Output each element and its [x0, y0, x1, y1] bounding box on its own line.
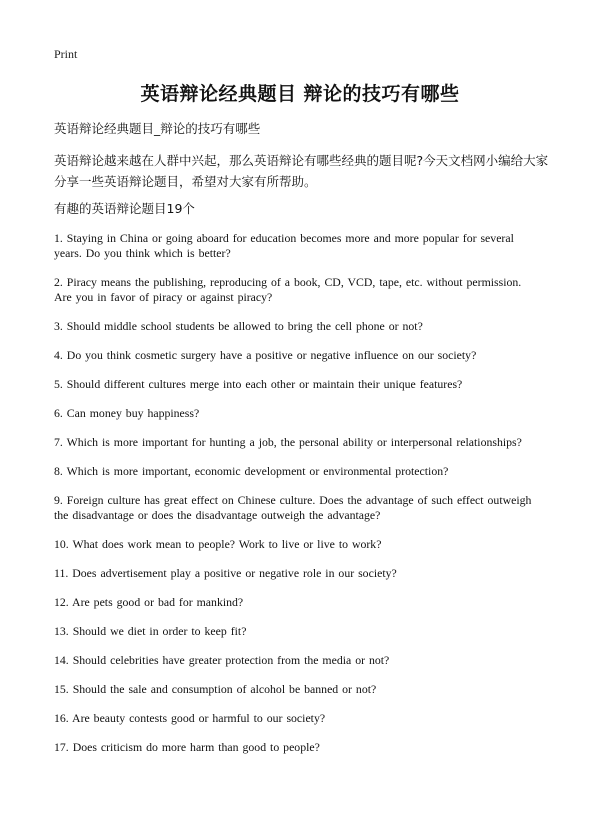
- debate-topic-item: 9. Foreign culture has great effect on Chinese culture. Does the advantage of such effect outweigh the disadvantage or does the disadvantage outweigh the advantage?: [54, 493, 532, 522]
- debate-topic-item: 16. Are beauty contests good or harmful to our society?: [54, 711, 326, 725]
- debate-topic-item: 10. What does work mean to people? Work to live or live to work?: [54, 537, 382, 551]
- page-title: 英语辩论经典题目 辩论的技巧有哪些: [140, 83, 460, 105]
- debate-topic-item: 6. Can money buy happiness?: [54, 406, 200, 420]
- debate-topic-item: 3. Should middle school students be allowed to bring the cell phone or not?: [54, 319, 423, 333]
- debate-topic-item: 11. Does advertisement play a positive or negative role in our society?: [54, 566, 397, 580]
- print-link[interactable]: Print: [54, 47, 78, 61]
- article-subtitle: 英语辩论经典题目_辩论的技巧有哪些: [54, 121, 261, 136]
- debate-topic-item: 13. Should we diet in order to keep fit?: [54, 624, 247, 638]
- debate-topic-item: 12. Are pets good or bad for mankind?: [54, 595, 244, 609]
- list-heading: 有趣的英语辩论题目19个: [54, 201, 195, 216]
- debate-topic-item: 14. Should celebrities have greater protection from the media or not?: [54, 653, 390, 667]
- debate-topic-item: 1. Staying in China or going aboard for education becomes more and more popular for several years. Do you think which is better?: [54, 231, 514, 260]
- intro-paragraph: 英语辩论越来越在人群中兴起，那么英语辩论有哪些经典的题目呢?今天文档网小编给大家分享一些英语辩论题目，希望对大家有所帮助。: [54, 153, 549, 189]
- debate-topic-item: 15. Should the sale and consumption of alcohol be banned or not?: [54, 682, 377, 696]
- debate-topic-item: 2. Piracy means the publishing, reproducing of a book, CD, VCD, tape, etc. without permission. Are you in favor of piracy or against piracy?: [54, 275, 522, 304]
- debate-topic-item: 4. Do you think cosmetic surgery have a positive or negative influence on our society?: [54, 348, 477, 362]
- debate-topic-item: 17. Does criticism do more harm than good to people?: [54, 740, 320, 754]
- debate-topic-item: 5. Should different cultures merge into each other or maintain their unique features?: [54, 377, 463, 391]
- debate-topic-item: 8. Which is more important, economic development or environmental protection?: [54, 464, 449, 478]
- debate-topic-item: 7. Which is more important for hunting a job, the personal ability or interpersonal relationships?: [54, 435, 522, 449]
- debate-topics-list: [54, 231, 540, 755]
